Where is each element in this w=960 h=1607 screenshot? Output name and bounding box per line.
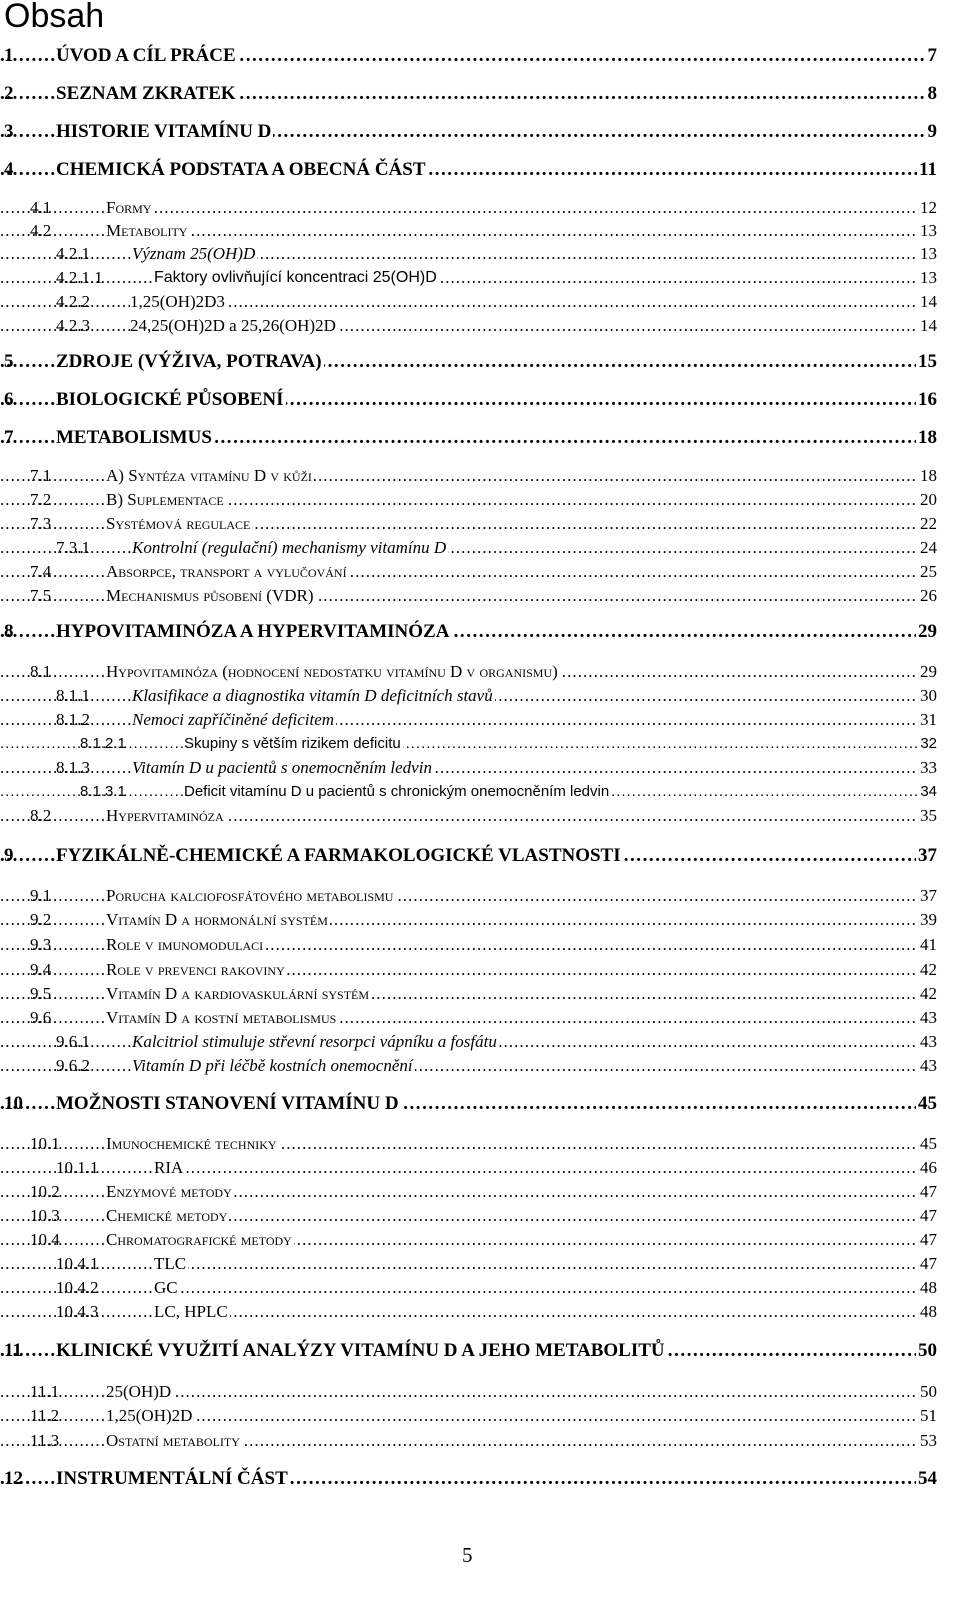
entry-page: 47	[918, 1228, 937, 1252]
page-number: 5	[462, 1543, 473, 1567]
entry-title: Role v imunomodulaci	[106, 933, 265, 957]
entry-number: 10.2	[30, 1182, 60, 1201]
toc-entry-7-1[interactable]	[0, 464, 937, 488]
entry-title: Faktory ovlivňující koncentraci 25(OH)D	[154, 266, 439, 290]
entry-page: 42	[918, 982, 937, 1006]
entry-title: Vitamín D u pacientů s onemocněním ledvin	[132, 756, 434, 780]
entry-page: 29	[918, 660, 937, 684]
entry-number: 8.1.3.1	[80, 783, 126, 800]
toc-entry-6[interactable]	[0, 388, 937, 412]
entry-page: 34	[918, 780, 937, 804]
entry-number: 10.3	[30, 1206, 60, 1225]
entry-page: 48	[918, 1276, 937, 1300]
dot-leader	[0, 1252, 937, 1276]
entry-number: 4.2.1.1	[56, 268, 103, 287]
toc-entry-9-5[interactable]	[0, 982, 937, 1006]
entry-title: TLC	[154, 1252, 188, 1276]
toc-entry-2[interactable]	[0, 82, 937, 106]
entry-page: 25	[918, 560, 937, 584]
toc-entry-8-1[interactable]	[0, 660, 937, 684]
entry-number: 10	[4, 1093, 23, 1114]
entry-page: 16	[918, 389, 937, 410]
entry-title: Role v prevenci rakoviny	[106, 958, 287, 982]
entry-page: 24	[918, 536, 937, 560]
entry-page: 42	[918, 958, 937, 982]
entry-page: 54	[918, 1468, 937, 1489]
entry-number: 4.2.3	[56, 316, 90, 335]
entry-number: 10.4.1	[56, 1254, 99, 1273]
entry-number: 1	[4, 45, 14, 66]
entry-page: 50	[918, 1380, 937, 1404]
entry-number: 9.2	[30, 910, 52, 929]
toc-entry-8-1-2[interactable]	[0, 708, 937, 732]
toc-entry-4-1[interactable]	[0, 196, 937, 220]
entry-title: HYPOVITAMINÓZA A HYPERVITAMINÓZA	[56, 621, 450, 642]
toc-entry-11-2[interactable]	[0, 1404, 937, 1428]
toc-entry-5[interactable]	[0, 350, 937, 374]
toc-entry-8-2[interactable]	[0, 804, 937, 828]
entry-page: 9	[927, 121, 937, 142]
toc-entry-12[interactable]	[0, 1467, 937, 1491]
toc-entry-10-1[interactable]	[0, 1132, 937, 1156]
entry-page: 13	[918, 266, 937, 290]
toc-entry-1[interactable]	[0, 44, 937, 68]
entry-page: 13	[918, 242, 937, 266]
entry-title: KLINICKÉ VYUŽITÍ ANALÝZY VITAMÍNU D A JEHO METABOLITŮ	[56, 1340, 665, 1361]
entry-number: 5	[4, 351, 14, 372]
entry-page: 53	[918, 1429, 937, 1453]
toc-entry-10-4-3[interactable]	[0, 1300, 937, 1324]
toc-entry-9-6[interactable]	[0, 1006, 937, 1030]
dot-leader	[0, 1276, 937, 1300]
entry-page: 45	[918, 1093, 937, 1114]
entry-title: Deficit vitamínu D u pacientů s chronickým onemocněním ledvin	[184, 780, 611, 804]
entry-title: INSTRUMENTÁLNÍ ČÁST	[56, 1468, 288, 1489]
toc-entry-7-3[interactable]	[0, 512, 937, 536]
entry-page: 15	[918, 351, 937, 372]
entry-number: 7.2	[30, 490, 52, 509]
entry-title: Vitamín D při léčbě kostních onemocnění	[132, 1054, 415, 1078]
entry-page: 7	[927, 45, 937, 66]
toc-entry-10-4-1[interactable]	[0, 1252, 937, 1276]
entry-page: 31	[918, 708, 937, 732]
entry-title: Klasifikace a diagnostika vitamín D deficitních stavů	[132, 684, 495, 708]
entry-number: 7.3	[30, 514, 52, 533]
toc-entry-8-1-3[interactable]	[0, 756, 937, 780]
toc-entry-11-1[interactable]	[0, 1380, 937, 1404]
entry-title: CHEMICKÁ PODSTATA A OBECNÁ ČÁST	[56, 159, 426, 180]
entry-page: 51	[918, 1404, 937, 1428]
toc-entry-4-2-1-1[interactable]	[0, 266, 937, 290]
entry-page: 30	[918, 684, 937, 708]
entry-number: 9.6	[30, 1008, 52, 1027]
entry-number: 8.1.2.1	[80, 735, 126, 752]
entry-number: 7	[4, 427, 14, 448]
entry-page: 26	[918, 584, 937, 608]
entry-page: 29	[918, 621, 937, 642]
entry-number: 7.1	[30, 466, 52, 485]
entry-page: 22	[918, 512, 937, 536]
entry-number: 9.5	[30, 984, 52, 1003]
entry-number: 9.4	[30, 960, 52, 979]
entry-page: 47	[918, 1252, 937, 1276]
toc-entry-3[interactable]	[0, 120, 937, 144]
entry-page: 11	[919, 159, 937, 180]
entry-title: Hypovitaminóza (hodnocení nedostatku vitamínu D v organismu)	[106, 660, 560, 684]
entry-title: Imunochemické techniky	[106, 1132, 279, 1156]
toc-entry-7-5[interactable]	[0, 584, 937, 608]
entry-number: 7.4	[30, 562, 52, 581]
entry-number: 7.5	[30, 586, 52, 605]
entry-title: Vitamín D a hormonální systém	[106, 908, 330, 932]
toc-entry-9[interactable]	[0, 844, 937, 868]
dot-leader	[0, 1156, 937, 1180]
entry-number: 11.2	[30, 1406, 60, 1425]
entry-number: 9	[4, 845, 14, 866]
entry-title: METABOLISMUS	[56, 427, 212, 448]
entry-number: 4.2.2	[56, 292, 90, 311]
entry-number: 10.1	[30, 1134, 60, 1153]
entry-title: 1,25(OH)2D	[106, 1404, 194, 1428]
toc-entry-11-3[interactable]	[0, 1429, 937, 1453]
toc-entry-4-2-3[interactable]	[0, 314, 937, 338]
entry-title: RIA	[154, 1156, 185, 1180]
toc-entry-7[interactable]	[0, 426, 937, 450]
toc-entry-10-3[interactable]	[0, 1204, 937, 1228]
entry-page: 14	[918, 314, 937, 338]
entry-title: Ostatní metabolity	[106, 1429, 242, 1453]
entry-number: 6	[4, 389, 14, 410]
entry-title: SEZNAM ZKRATEK	[56, 83, 236, 104]
entry-title: Nemoci zapříčiněné deficitem	[132, 708, 336, 732]
entry-title: LC, HPLC	[154, 1300, 230, 1324]
toc-entry-8[interactable]	[0, 620, 937, 644]
toc-entry-10-2[interactable]	[0, 1180, 937, 1204]
toc-entry-10-1-1[interactable]	[0, 1156, 937, 1180]
toc-entry-9-3[interactable]	[0, 933, 937, 957]
entry-title: 24,25(OH)2D a 25,26(OH)2D	[130, 314, 338, 338]
entry-page: 47	[918, 1180, 937, 1204]
entry-page: 45	[918, 1132, 937, 1156]
entry-title: Enzymové metody	[106, 1180, 234, 1204]
entry-title: Metabolity	[106, 219, 189, 243]
toc-entry-4[interactable]	[0, 158, 937, 182]
entry-title: 1,25(OH)2D3	[130, 290, 227, 314]
entry-title: 25(OH)D	[106, 1380, 173, 1404]
entry-title: Vitamín D a kardiovaskulární systém	[106, 982, 371, 1006]
entry-page: 32	[918, 732, 937, 756]
entry-number: 10.4.3	[56, 1302, 99, 1321]
entry-page: 48	[918, 1300, 937, 1324]
entry-page: 18	[918, 464, 937, 488]
entry-title: Chemické metody	[106, 1204, 229, 1228]
toc-entry-7-2[interactable]	[0, 488, 937, 512]
entry-title: B) Suplementace	[106, 488, 226, 512]
entry-page: 8	[927, 83, 937, 104]
entry-title: Význam 25(OH)D	[132, 242, 257, 266]
entry-number: 9.6.1	[56, 1032, 90, 1051]
entry-page: 12	[918, 196, 937, 220]
entry-number: 2	[4, 83, 14, 104]
entry-title: Systémová regulace	[106, 512, 252, 536]
entry-page: 43	[918, 1006, 937, 1030]
toc-entry-7-3-1[interactable]	[0, 536, 937, 560]
entry-title: MOŽNOSTI STANOVENÍ VITAMÍNU D	[56, 1093, 399, 1114]
entry-page: 47	[918, 1204, 937, 1228]
dot-leader	[0, 732, 937, 756]
entry-title: Hypervitaminóza	[106, 804, 226, 828]
entry-number: 8.1.2	[56, 710, 90, 729]
entry-title: Kalcitriol stimuluje střevní resorpci vápníku a fosfátu	[132, 1030, 499, 1054]
entry-title: A) Syntéza vitamínu D v kůži	[106, 464, 314, 488]
entry-page: 50	[918, 1340, 937, 1361]
entry-number: 4	[4, 159, 14, 180]
toc-entry-11[interactable]	[0, 1339, 937, 1363]
entry-title: Formy	[106, 196, 153, 220]
entry-title: Chromatografické metody	[106, 1228, 294, 1252]
entry-number: 8.2	[30, 806, 52, 825]
entry-title: Skupiny s větším rizikem deficitu	[184, 732, 403, 756]
entry-page: 33	[918, 756, 937, 780]
toc-entry-9-4[interactable]	[0, 958, 937, 982]
entry-title: GC	[154, 1276, 180, 1300]
entry-number: 11.3	[30, 1431, 60, 1450]
toc-entry-4-2-1[interactable]	[0, 242, 937, 266]
entry-number: 11.1	[30, 1382, 60, 1401]
entry-title: ÚVOD A CÍL PRÁCE	[56, 45, 236, 66]
dot-leader	[0, 1300, 937, 1324]
toc-entry-10-4-2[interactable]	[0, 1276, 937, 1300]
entry-number: 11	[4, 1340, 22, 1361]
entry-number: 10.1.1	[56, 1158, 99, 1177]
entry-page: 35	[918, 804, 937, 828]
entry-page: 13	[918, 219, 937, 243]
entry-page: 37	[918, 845, 937, 866]
entry-page: 18	[918, 427, 937, 448]
entry-number: 8.1.1	[56, 686, 90, 705]
entry-number: 4.2	[30, 221, 52, 240]
entry-page: 14	[918, 290, 937, 314]
toc-entry-9-6-2[interactable]	[0, 1054, 937, 1078]
entry-number: 12	[4, 1468, 23, 1489]
entry-number: 4.1	[30, 198, 52, 217]
toc-entry-4-2[interactable]	[0, 219, 937, 243]
entry-title: ZDROJE (VÝŽIVA, POTRAVA)	[56, 351, 322, 372]
entry-title: Mechanismus působení (VDR)	[106, 584, 316, 608]
toc-entry-4-2-2[interactable]	[0, 290, 937, 314]
entry-number: 3	[4, 121, 14, 142]
toc-entry-8-1-2-1[interactable]	[0, 732, 937, 756]
entry-number: 8	[4, 621, 14, 642]
entry-page: 41	[918, 933, 937, 957]
entry-number: 9.6.2	[56, 1056, 90, 1075]
toc-entry-7-4[interactable]	[0, 560, 937, 584]
entry-number: 9.3	[30, 935, 52, 954]
entry-number: 8.1.3	[56, 758, 90, 777]
entry-title: FYZIKÁLNĚ-CHEMICKÉ A FARMAKOLOGICKÉ VLASTNOSTI	[56, 845, 621, 866]
entry-page: 43	[918, 1030, 937, 1054]
entry-number: 4.2.1	[56, 244, 90, 263]
entry-number: 10.4	[30, 1230, 60, 1249]
toc-entry-10[interactable]	[0, 1092, 937, 1116]
entry-number: 9.1	[30, 886, 52, 905]
toc-entry-9-6-1[interactable]	[0, 1030, 937, 1054]
entry-number: 8.1	[30, 662, 52, 681]
entry-page: 43	[918, 1054, 937, 1078]
entry-title: Vitamín D a kostní metabolismus	[106, 1006, 338, 1030]
entry-page: 37	[918, 884, 937, 908]
entry-title: BIOLOGICKÉ PŮSOBENÍ	[56, 389, 284, 410]
entry-page: 39	[918, 908, 937, 932]
entry-title: Porucha kalciofosfátového metabolismu	[106, 884, 395, 908]
toc-entry-8-1-3-1[interactable]	[0, 780, 937, 804]
toc-entry-10-4[interactable]	[0, 1228, 937, 1252]
entry-title: Kontrolní (regulační) mechanismy vitamínu D	[132, 536, 448, 560]
toc-entry-9-2[interactable]	[0, 908, 937, 932]
dot-leader	[0, 266, 937, 290]
toc-entry-9-1[interactable]	[0, 884, 937, 908]
entry-title: Absorpce, transport a vylučování	[106, 560, 349, 584]
page-title: Obsah	[4, 0, 105, 35]
entry-number: 7.3.1	[56, 538, 90, 557]
entry-page: 20	[918, 488, 937, 512]
entry-page: 46	[918, 1156, 937, 1180]
entry-title: HISTORIE VITAMÍNU D	[56, 121, 272, 142]
toc-entry-8-1-1[interactable]	[0, 684, 937, 708]
entry-number: 10.4.2	[56, 1278, 99, 1297]
